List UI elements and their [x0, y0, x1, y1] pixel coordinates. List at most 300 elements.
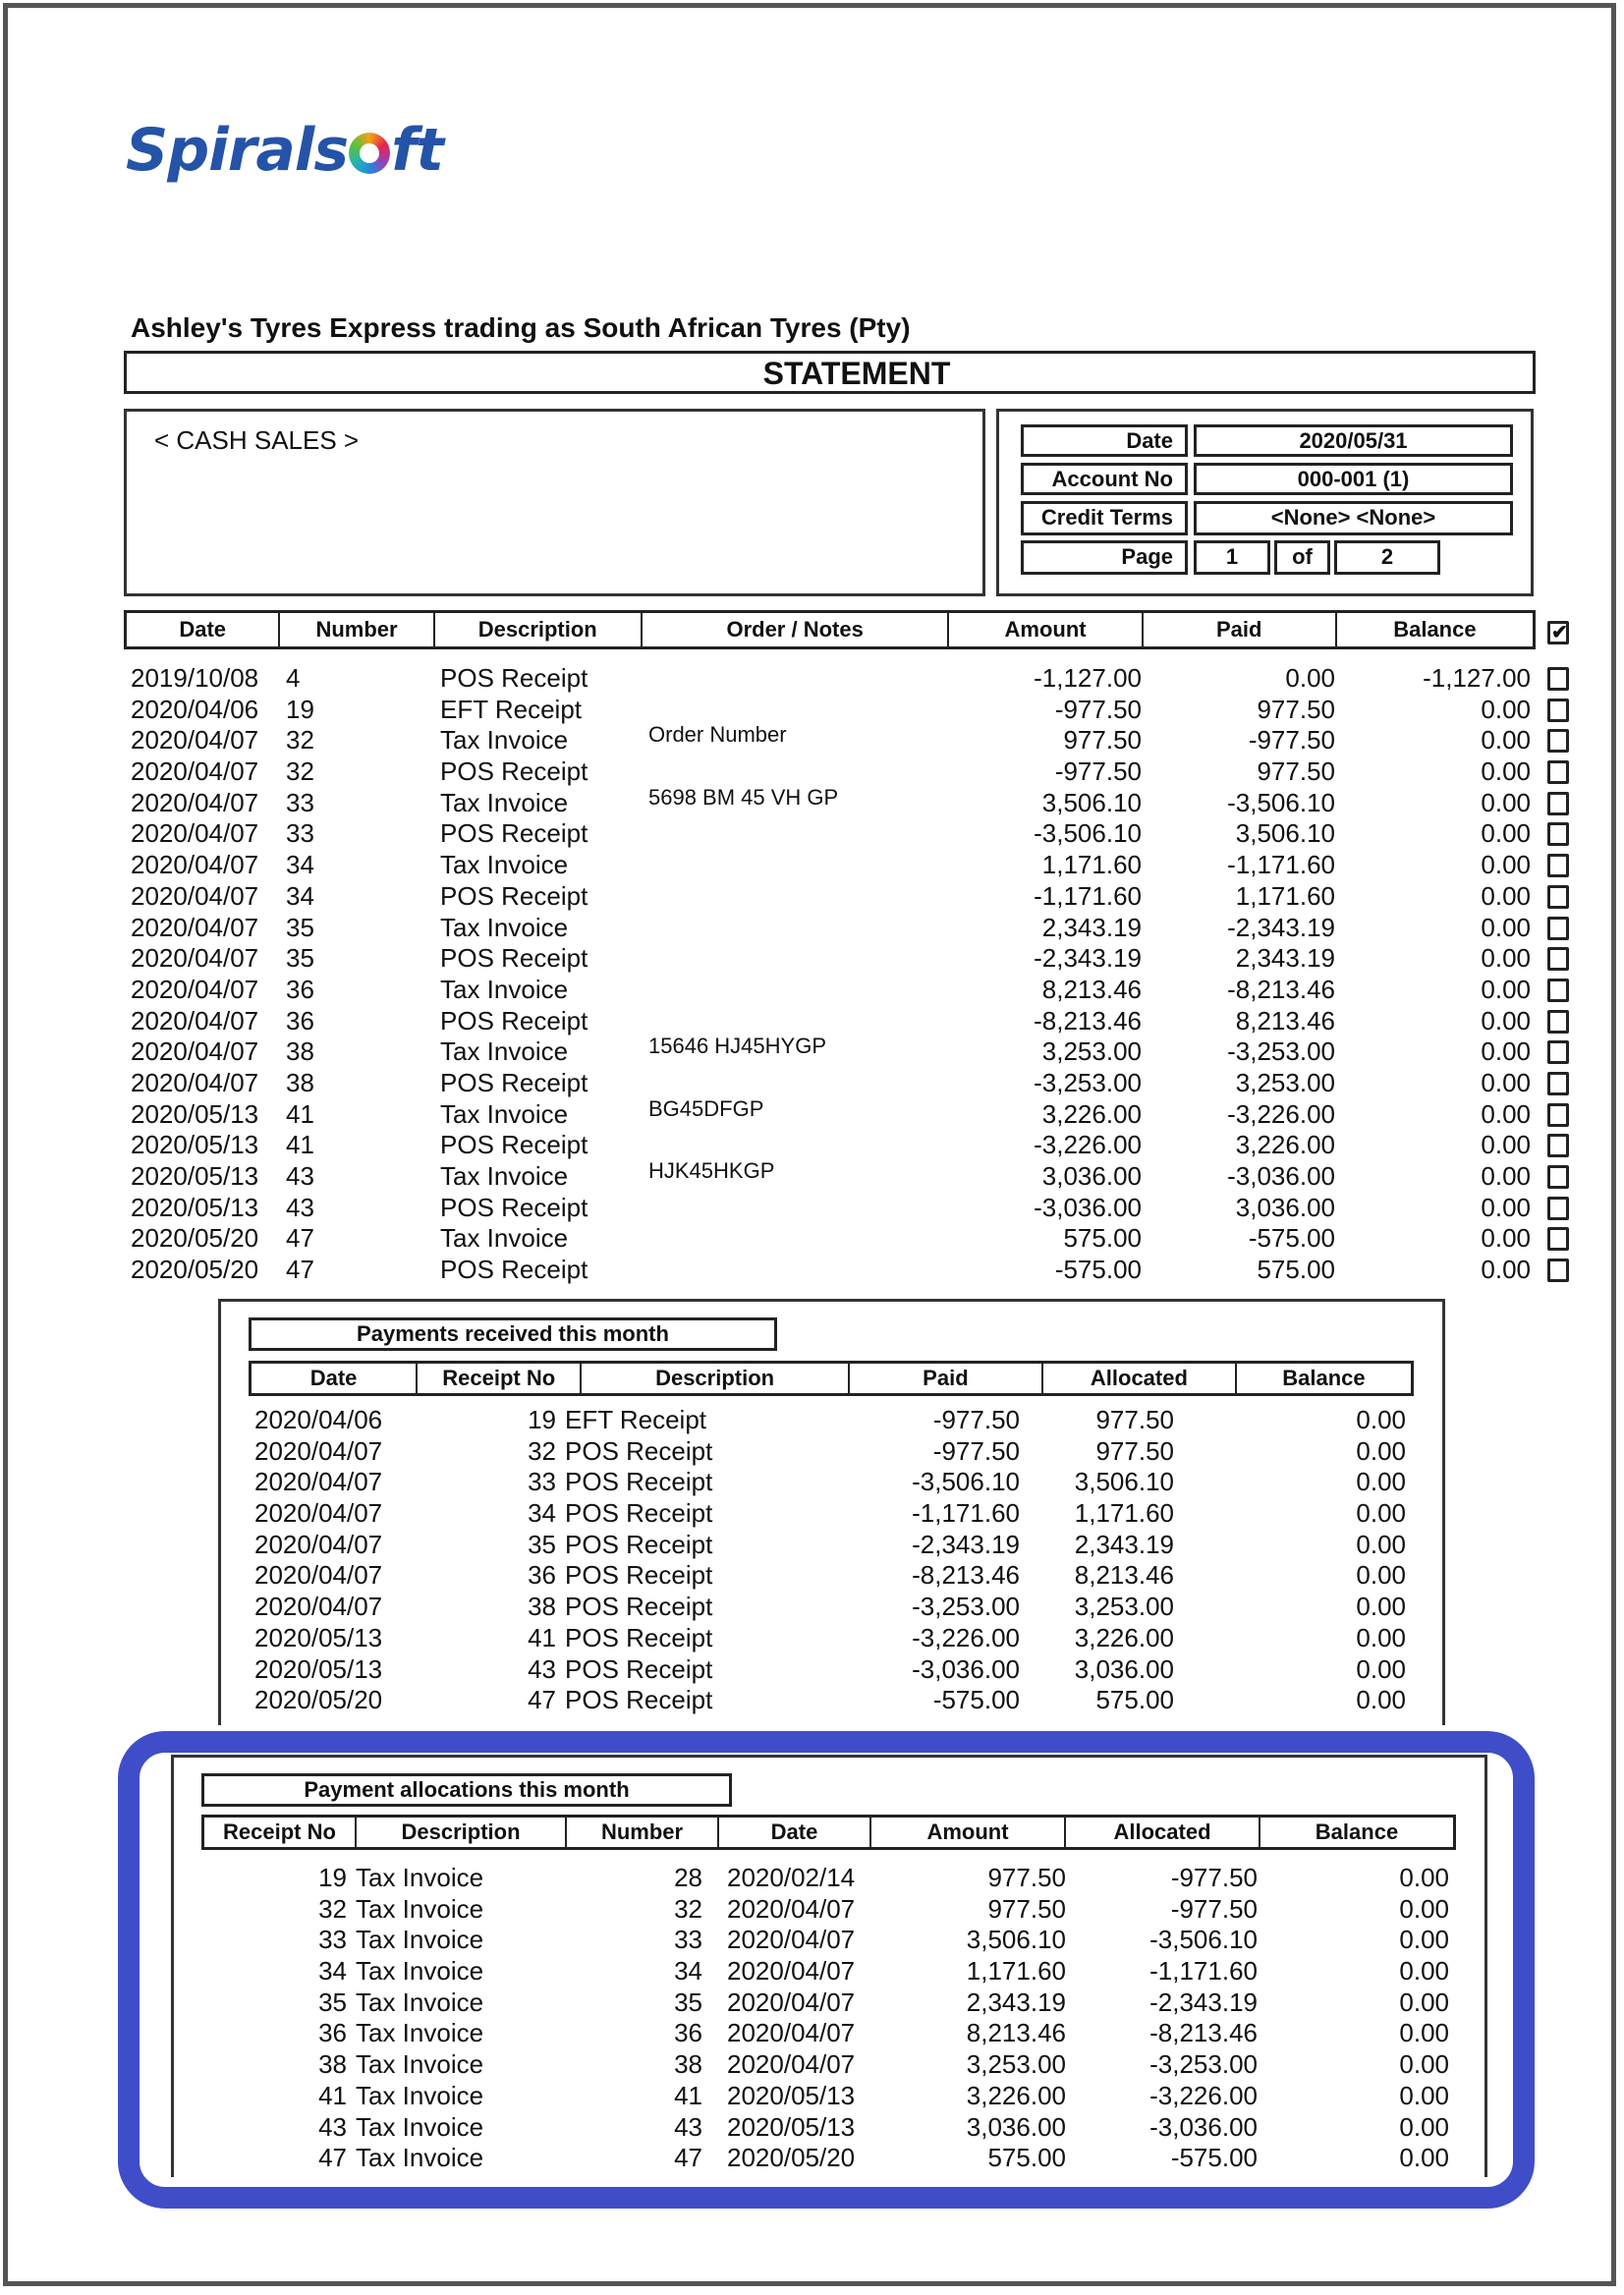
- row-balance: 0.00: [1481, 1192, 1531, 1222]
- row-checkbox[interactable]: [1547, 822, 1569, 846]
- select-all-checkbox[interactable]: [1547, 621, 1569, 644]
- row-number: 36: [286, 1005, 314, 1036]
- payment-allocation-row: [0, 1894, 1624, 1926]
- payment-allocations-header: [201, 1815, 1456, 1850]
- row-paid: -3,036.00: [912, 1653, 1020, 1684]
- col-allocated: Allocated: [1066, 1818, 1260, 1847]
- credit-terms-value: <None> <None>: [1194, 501, 1513, 535]
- row-balance: 0.00: [1481, 787, 1531, 817]
- row-checkbox[interactable]: [1547, 1040, 1569, 1064]
- row-amount: 3,506.10: [1041, 787, 1142, 817]
- col-number: Number: [280, 613, 434, 646]
- transaction-row: [0, 1158, 1624, 1193]
- col-description: Description: [582, 1364, 850, 1393]
- row-checkbox[interactable]: [1547, 885, 1569, 909]
- row-number: 34: [286, 850, 314, 880]
- row-description: POS Receipt: [440, 663, 588, 693]
- row-paid: -3,036.00: [1227, 1161, 1335, 1191]
- row-number: 36: [674, 2018, 702, 2048]
- row-number: 34: [674, 1956, 702, 1987]
- row-paid: 3,036.00: [1235, 1192, 1335, 1222]
- row-checkbox[interactable]: [1547, 1165, 1569, 1189]
- row-receipt-no: 41: [528, 1622, 556, 1652]
- row-date: 2020/04/07: [131, 974, 259, 1004]
- row-amount: -3,036.00: [1034, 1192, 1142, 1222]
- row-balance: 0.00: [1481, 1098, 1531, 1129]
- col-description: Description: [435, 613, 643, 646]
- row-amount: 3,253.00: [966, 2049, 1066, 2080]
- transaction-row: [0, 818, 1624, 850]
- payment-received-row: [0, 1685, 1624, 1716]
- row-receipt-no: 32: [318, 1893, 347, 1924]
- row-balance: 0.00: [1356, 1435, 1406, 1466]
- row-balance: 0.00: [1356, 1498, 1406, 1529]
- logo-text-prefix: Spirals: [126, 116, 349, 185]
- row-date: 2019/10/08: [131, 663, 259, 693]
- row-date: 2020/04/07: [131, 818, 259, 849]
- transactions-header: [124, 610, 1536, 649]
- row-receipt-no: 34: [528, 1498, 556, 1529]
- row-amount: 3,226.00: [1041, 1098, 1142, 1129]
- row-number: 41: [286, 1130, 314, 1160]
- row-notes: 5698 BM 45 VH GP: [648, 784, 839, 810]
- row-checkbox[interactable]: [1547, 947, 1569, 971]
- row-description: Tax Invoice: [440, 787, 569, 817]
- row-balance: 0.00: [1356, 1592, 1406, 1622]
- row-date: 2020/04/07: [727, 1956, 856, 1987]
- row-balance: 0.00: [1481, 818, 1531, 849]
- row-number: 47: [674, 2143, 702, 2173]
- date-label: Date: [1021, 424, 1188, 457]
- row-date: 2020/04/07: [254, 1498, 383, 1529]
- payment-allocation-row: [0, 1863, 1624, 1894]
- row-date: 2020/04/07: [131, 880, 259, 911]
- row-description: Tax Invoice: [356, 1863, 484, 1892]
- row-description: Tax Invoice: [440, 725, 569, 756]
- row-allocated: 3,506.10: [1074, 1467, 1174, 1497]
- row-description: POS Receipt: [440, 943, 588, 974]
- row-balance: 0.00: [1399, 1893, 1449, 1924]
- payments-received-title: Payments received this month: [249, 1317, 777, 1351]
- row-date: 2020/04/07: [254, 1560, 383, 1591]
- row-receipt-no: 33: [318, 1925, 347, 1955]
- row-date: 2020/04/06: [131, 694, 259, 724]
- row-allocated: -3,036.00: [1149, 2111, 1258, 2142]
- row-amount: 3,036.00: [1041, 1161, 1142, 1191]
- row-number: 35: [286, 943, 314, 974]
- transaction-row: [0, 1130, 1624, 1161]
- row-balance: 0.00: [1481, 1130, 1531, 1160]
- row-number: 38: [286, 1036, 314, 1067]
- payment-allocation-row: [0, 2049, 1624, 2081]
- row-paid: -2,343.19: [912, 1529, 1020, 1559]
- row-balance: 0.00: [1399, 1956, 1449, 1987]
- transaction-row: [0, 1255, 1624, 1286]
- row-checkbox[interactable]: [1547, 1103, 1569, 1127]
- row-date: 2020/04/07: [131, 756, 259, 787]
- row-balance: 0.00: [1481, 912, 1531, 942]
- transaction-row: [0, 722, 1624, 756]
- row-amount: -575.00: [1054, 1255, 1142, 1285]
- transaction-row: [0, 1068, 1624, 1099]
- row-paid: 977.50: [1257, 694, 1335, 724]
- row-date: 2020/04/07: [727, 2049, 856, 2080]
- row-amount: 3,506.10: [966, 1925, 1066, 1955]
- col-receipt-no: Receipt No: [418, 1364, 582, 1393]
- row-description: Tax Invoice: [440, 1161, 569, 1191]
- row-description: POS Receipt: [440, 1130, 588, 1160]
- row-date: 2020/04/07: [131, 1005, 259, 1036]
- row-checkbox[interactable]: [1547, 917, 1569, 940]
- row-date: 2020/05/13: [727, 2080, 856, 2110]
- row-paid: -8,213.46: [1227, 974, 1335, 1004]
- transaction-row: [0, 913, 1624, 944]
- row-number: 41: [674, 2080, 702, 2110]
- row-paid: -8,213.46: [912, 1560, 1020, 1591]
- payment-allocation-row: [0, 1987, 1624, 2019]
- row-allocated: 3,226.00: [1074, 1622, 1174, 1652]
- row-paid: 1,171.60: [1235, 880, 1335, 911]
- row-balance: 0.00: [1481, 756, 1531, 787]
- row-description: POS Receipt: [565, 1653, 713, 1684]
- row-description: POS Receipt: [440, 880, 588, 911]
- payment-allocation-row: [0, 2018, 1624, 2049]
- spiralsoft-logo: [126, 116, 443, 185]
- row-allocated: -3,253.00: [1149, 2049, 1258, 2080]
- row-checkbox[interactable]: [1547, 729, 1569, 753]
- row-checkbox[interactable]: [1547, 667, 1569, 691]
- row-receipt-no: 33: [528, 1467, 556, 1497]
- row-balance: 0.00: [1399, 2143, 1449, 2173]
- row-paid: -3,226.00: [1227, 1098, 1335, 1129]
- row-description: Tax Invoice: [440, 850, 569, 880]
- transaction-row: [0, 663, 1624, 695]
- row-number: 4: [286, 663, 301, 693]
- row-amount: 3,253.00: [1041, 1036, 1142, 1067]
- row-date: 2020/04/07: [131, 912, 259, 942]
- transaction-row: [0, 881, 1624, 913]
- row-amount: -1,171.60: [1034, 880, 1142, 911]
- col-order-notes: Order / Notes: [643, 613, 950, 646]
- row-balance: 0.00: [1399, 2049, 1449, 2080]
- row-description: POS Receipt: [440, 1067, 588, 1097]
- date-value: 2020/05/31: [1194, 424, 1513, 457]
- row-amount: 977.50: [987, 1863, 1066, 1892]
- row-description: Tax Invoice: [356, 2111, 484, 2142]
- row-number: 35: [286, 912, 314, 942]
- payment-received-row: [0, 1498, 1624, 1530]
- page-of: of: [1274, 540, 1330, 575]
- row-balance: 0.00: [1481, 974, 1531, 1004]
- transaction-row: [0, 975, 1624, 1006]
- row-amount: 8,213.46: [1041, 974, 1142, 1004]
- row-paid: 575.00: [1257, 1255, 1335, 1285]
- row-date: 2020/04/07: [131, 850, 259, 880]
- row-description: POS Receipt: [565, 1498, 713, 1529]
- row-checkbox[interactable]: [1547, 1072, 1569, 1095]
- row-receipt-no: 35: [528, 1529, 556, 1559]
- col-balance: Balance: [1282, 1366, 1366, 1390]
- row-amount: 1,171.60: [966, 1956, 1066, 1987]
- row-allocated: 575.00: [1095, 1685, 1174, 1715]
- row-description: Tax Invoice: [440, 1036, 569, 1067]
- row-balance: -1,127.00: [1423, 663, 1531, 693]
- row-number: 43: [286, 1161, 314, 1191]
- row-receipt-no: 38: [318, 2049, 347, 2080]
- row-date: 2020/05/20: [131, 1223, 259, 1254]
- row-checkbox[interactable]: [1547, 1134, 1569, 1157]
- row-description: POS Receipt: [440, 756, 588, 787]
- row-number: 28: [674, 1863, 702, 1892]
- row-balance: 0.00: [1399, 1925, 1449, 1955]
- row-date: 2020/05/13: [131, 1192, 259, 1222]
- col-paid: Paid: [1144, 613, 1337, 646]
- row-paid: 3,253.00: [1235, 1067, 1335, 1097]
- row-receipt-no: 36: [318, 2018, 347, 2048]
- row-allocated: -575.00: [1170, 2143, 1258, 2173]
- row-date: 2020/04/06: [254, 1405, 383, 1434]
- row-checkbox[interactable]: [1547, 1227, 1569, 1251]
- row-balance: 0.00: [1481, 1161, 1531, 1191]
- row-description: POS Receipt: [565, 1529, 713, 1559]
- row-balance: 0.00: [1481, 1255, 1531, 1285]
- col-amount: Amount: [871, 1818, 1066, 1847]
- row-description: Tax Invoice: [440, 912, 569, 942]
- spiral-o-icon: [349, 133, 390, 174]
- transaction-row: [0, 695, 1624, 726]
- row-description: POS Receipt: [565, 1467, 713, 1497]
- payment-allocations-title: Payment allocations this month: [201, 1773, 732, 1807]
- col-receipt-no: Receipt No: [204, 1818, 357, 1847]
- row-receipt-no: 36: [528, 1560, 556, 1591]
- row-description: POS Receipt: [440, 818, 588, 849]
- row-allocated: -3,506.10: [1149, 1925, 1258, 1955]
- payment-allocation-row: [0, 2112, 1624, 2144]
- row-balance: 0.00: [1399, 1987, 1449, 2017]
- row-date: 2020/05/13: [727, 2111, 856, 2142]
- row-allocated: -977.50: [1170, 1863, 1258, 1892]
- row-notes: HJK45HKGP: [648, 1158, 775, 1183]
- row-number: 38: [674, 2049, 702, 2080]
- row-checkbox[interactable]: [1547, 792, 1569, 815]
- row-description: POS Receipt: [565, 1685, 713, 1715]
- row-balance: 0.00: [1481, 1067, 1531, 1097]
- page-title: STATEMENT: [762, 356, 951, 391]
- row-date: 2020/04/07: [131, 1036, 259, 1067]
- row-number: 34: [286, 880, 314, 911]
- row-allocated: 977.50: [1095, 1435, 1174, 1466]
- row-allocated: 3,253.00: [1074, 1592, 1174, 1622]
- row-description: Tax Invoice: [356, 1925, 484, 1955]
- row-number: 36: [286, 974, 314, 1004]
- account-no-label: Account No: [1021, 463, 1188, 495]
- row-description: Tax Invoice: [356, 2143, 484, 2173]
- row-date: 2020/05/13: [131, 1161, 259, 1191]
- row-notes: 15646 HJ45HYGP: [648, 1034, 826, 1059]
- row-description: Tax Invoice: [440, 1223, 569, 1254]
- row-checkbox[interactable]: [1547, 699, 1569, 722]
- row-date: 2020/05/20: [727, 2143, 856, 2173]
- row-balance: 0.00: [1356, 1560, 1406, 1591]
- payment-received-row: [0, 1623, 1624, 1654]
- row-description: Tax Invoice: [356, 1956, 484, 1987]
- row-amount: -1,127.00: [1034, 663, 1142, 693]
- row-date: 2020/04/07: [727, 1925, 856, 1955]
- transaction-row: [0, 1223, 1624, 1255]
- row-amount: 977.50: [1063, 725, 1142, 756]
- row-description: Tax Invoice: [356, 2080, 484, 2110]
- row-allocated: 3,036.00: [1074, 1653, 1174, 1684]
- row-description: Tax Invoice: [440, 1098, 569, 1129]
- row-checkbox[interactable]: [1547, 854, 1569, 877]
- row-date: 2020/04/07: [727, 1987, 856, 2017]
- row-paid: -575.00: [932, 1685, 1020, 1715]
- row-balance: 0.00: [1481, 725, 1531, 756]
- row-date: 2020/04/07: [727, 2018, 856, 2048]
- row-balance: 0.00: [1356, 1405, 1406, 1434]
- row-number: 32: [286, 756, 314, 787]
- payments-received-list: [0, 1405, 1624, 1716]
- payment-allocation-row: [0, 2143, 1624, 2174]
- row-number: 47: [286, 1255, 314, 1285]
- row-receipt-no: 35: [318, 1987, 347, 2017]
- row-amount: 575.00: [1063, 1223, 1142, 1254]
- payment-received-row: [0, 1592, 1624, 1623]
- row-amount: -977.50: [1054, 694, 1142, 724]
- row-balance: 0.00: [1481, 1223, 1531, 1254]
- row-description: POS Receipt: [565, 1435, 713, 1466]
- logo-text-suffix: ft: [391, 116, 443, 185]
- row-balance: 0.00: [1481, 1005, 1531, 1036]
- row-checkbox[interactable]: [1547, 1010, 1569, 1034]
- row-amount: 575.00: [987, 2143, 1066, 2173]
- row-amount: -8,213.46: [1034, 1005, 1142, 1036]
- row-date: 2020/04/07: [254, 1435, 383, 1466]
- payment-allocation-row: [0, 1925, 1624, 1956]
- col-date: Date: [719, 1818, 871, 1847]
- row-receipt-no: 32: [528, 1435, 556, 1466]
- row-paid: -977.50: [1248, 725, 1335, 756]
- row-date: 2020/05/20: [131, 1255, 259, 1285]
- row-date: 2020/04/07: [131, 787, 259, 817]
- row-date: 2020/04/07: [131, 725, 259, 756]
- row-paid: -575.00: [1248, 1223, 1335, 1254]
- row-balance: 0.00: [1481, 943, 1531, 974]
- row-allocated: -8,213.46: [1149, 2018, 1258, 2048]
- row-paid: -3,506.10: [912, 1467, 1020, 1497]
- row-description: Tax Invoice: [440, 974, 569, 1004]
- row-number: 32: [674, 1893, 702, 1924]
- row-receipt-no: 41: [318, 2080, 347, 2110]
- col-balance: Balance: [1315, 1819, 1399, 1844]
- row-receipt-no: 47: [318, 2143, 347, 2173]
- row-paid: 2,343.19: [1235, 943, 1335, 974]
- row-date: 2020/05/13: [254, 1622, 383, 1652]
- row-number: 47: [286, 1223, 314, 1254]
- row-description: Tax Invoice: [356, 2018, 484, 2048]
- payment-allocations-list: [0, 1863, 1624, 2174]
- row-allocated: -1,171.60: [1149, 1956, 1258, 1987]
- row-balance: 0.00: [1481, 850, 1531, 880]
- payment-received-row: [0, 1530, 1624, 1561]
- row-balance: 0.00: [1356, 1685, 1406, 1715]
- row-checkbox[interactable]: [1547, 979, 1569, 1002]
- page-label: Page: [1021, 540, 1188, 575]
- row-balance: 0.00: [1356, 1622, 1406, 1652]
- row-description: POS Receipt: [565, 1622, 713, 1652]
- col-date: Date: [127, 613, 280, 646]
- row-balance: 0.00: [1399, 2018, 1449, 2048]
- row-number: 33: [286, 787, 314, 817]
- row-paid: -1,171.60: [1227, 850, 1335, 880]
- row-amount: 3,226.00: [966, 2080, 1066, 2110]
- col-paid: Paid: [850, 1364, 1043, 1393]
- row-checkbox[interactable]: [1547, 1259, 1569, 1282]
- row-number: 35: [674, 1987, 702, 2017]
- row-amount: 2,343.19: [966, 1987, 1066, 2017]
- row-amount: 3,036.00: [966, 2111, 1066, 2142]
- row-description: Tax Invoice: [356, 1893, 484, 1924]
- row-notes: BG45DFGP: [648, 1095, 764, 1121]
- row-description: POS Receipt: [565, 1592, 713, 1622]
- row-description: Tax Invoice: [356, 1987, 484, 2017]
- row-balance: 0.00: [1356, 1653, 1406, 1684]
- row-balance: 0.00: [1356, 1467, 1406, 1497]
- row-paid: 977.50: [1257, 756, 1335, 787]
- statement-info-box: [996, 409, 1534, 596]
- payment-allocation-row: [0, 2081, 1624, 2112]
- row-paid: -3,506.10: [1227, 787, 1335, 817]
- col-amount: Amount: [949, 613, 1143, 646]
- row-paid: -2,343.19: [1227, 912, 1335, 942]
- row-number: 38: [286, 1067, 314, 1097]
- payment-received-row: [0, 1436, 1624, 1468]
- row-paid: -3,253.00: [912, 1592, 1020, 1622]
- row-checkbox[interactable]: [1547, 1197, 1569, 1220]
- row-receipt-no: 47: [528, 1685, 556, 1715]
- row-date: 2020/04/07: [254, 1592, 383, 1622]
- row-date: 2020/02/14: [727, 1863, 856, 1892]
- row-paid: -977.50: [932, 1405, 1020, 1434]
- row-amount: 8,213.46: [966, 2018, 1066, 2048]
- row-balance: 0.00: [1356, 1529, 1406, 1559]
- row-amount: 1,171.60: [1041, 850, 1142, 880]
- row-amount: -3,253.00: [1034, 1067, 1142, 1097]
- transaction-row: [0, 1036, 1624, 1068]
- company-name: Ashley's Tyres Express trading as South African Tyres (Pty): [131, 312, 911, 343]
- row-paid: -3,226.00: [912, 1622, 1020, 1652]
- row-allocated: -2,343.19: [1149, 1987, 1258, 2017]
- row-balance: 0.00: [1481, 880, 1531, 911]
- row-date: 2020/04/07: [131, 1067, 259, 1097]
- transaction-row: [0, 850, 1624, 881]
- row-balance: 0.00: [1399, 2080, 1449, 2110]
- row-description: POS Receipt: [565, 1560, 713, 1591]
- payment-received-row: [0, 1654, 1624, 1686]
- transaction-row: [0, 1095, 1624, 1131]
- col-allocated: Allocated: [1043, 1364, 1237, 1393]
- row-checkbox[interactable]: [1547, 760, 1569, 784]
- row-notes: Order Number: [648, 722, 787, 748]
- transactions-list: [0, 663, 1624, 1286]
- row-date: 2020/04/07: [254, 1467, 383, 1497]
- row-allocated: 977.50: [1095, 1405, 1174, 1434]
- row-balance: 0.00: [1481, 1036, 1531, 1067]
- row-description: Tax Invoice: [356, 2049, 484, 2080]
- row-amount: -2,343.19: [1034, 943, 1142, 974]
- row-number: 19: [286, 694, 314, 724]
- row-allocated: 2,343.19: [1074, 1529, 1174, 1559]
